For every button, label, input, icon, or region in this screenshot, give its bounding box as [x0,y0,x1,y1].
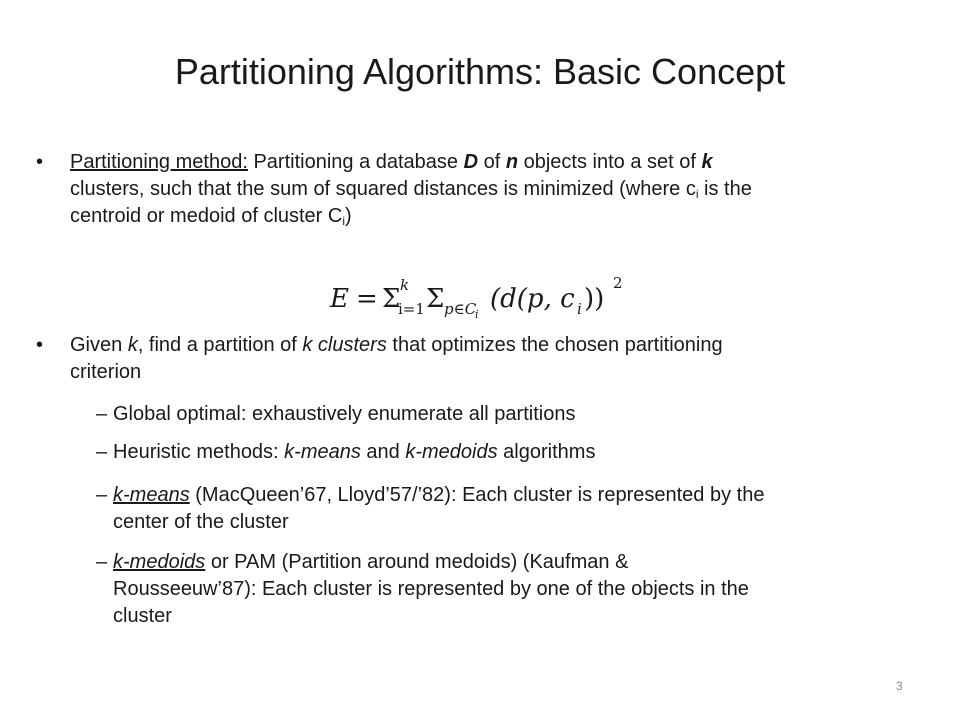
sub-item-k-means: – k-means (MacQueen’67, Lloyd’57/’82): Each cluster is represented by the center of the cluster [96,484,765,533]
dash-icon: – [96,551,108,573]
dash-icon: – [96,403,108,425]
term-partitioning-method: Partitioning method: [70,151,248,173]
bullet-partitioning-method: • Partitioning method: Partitioning a database D of n objects into a set of k clusters, such that the sum of squared distances is minimized (where $c_i$ is the centroid or medoid of cluster $C_i$) [36,151,752,228]
bullet-given-k: • Given k, find a partition of k clusters that optimizes the chosen partitioning criterion [36,334,723,383]
bullet-dot-icon: • [36,151,44,173]
dash-icon: – [96,441,108,463]
term-k-means: k-means [113,484,190,506]
dash-icon: – [96,484,108,506]
sub-item-heuristic-methods: – Heuristic methods: k-means and k-medoids algorithms [113,439,923,466]
term-k-medoids: k-medoids [113,551,206,573]
page-number: 3 [896,679,903,693]
sub-item-k-medoids: – k-medoids or PAM (Partition around medoids) (Kaufman & Rousseeuw’87): Each cluster is represented by one of the objects in the cluster [96,551,749,627]
sub-item-global-optimal: – Global optimal: exhaustively enumerate all partitions [113,401,923,428]
slide-title: Partitioning Algorithms: Basic Concept [174,51,786,92]
objective-formula: E = Σ k i=1 Σ p∈C i (d(p, c i )) 2 [330,274,623,321]
bullet-dot-icon: • [36,334,44,356]
